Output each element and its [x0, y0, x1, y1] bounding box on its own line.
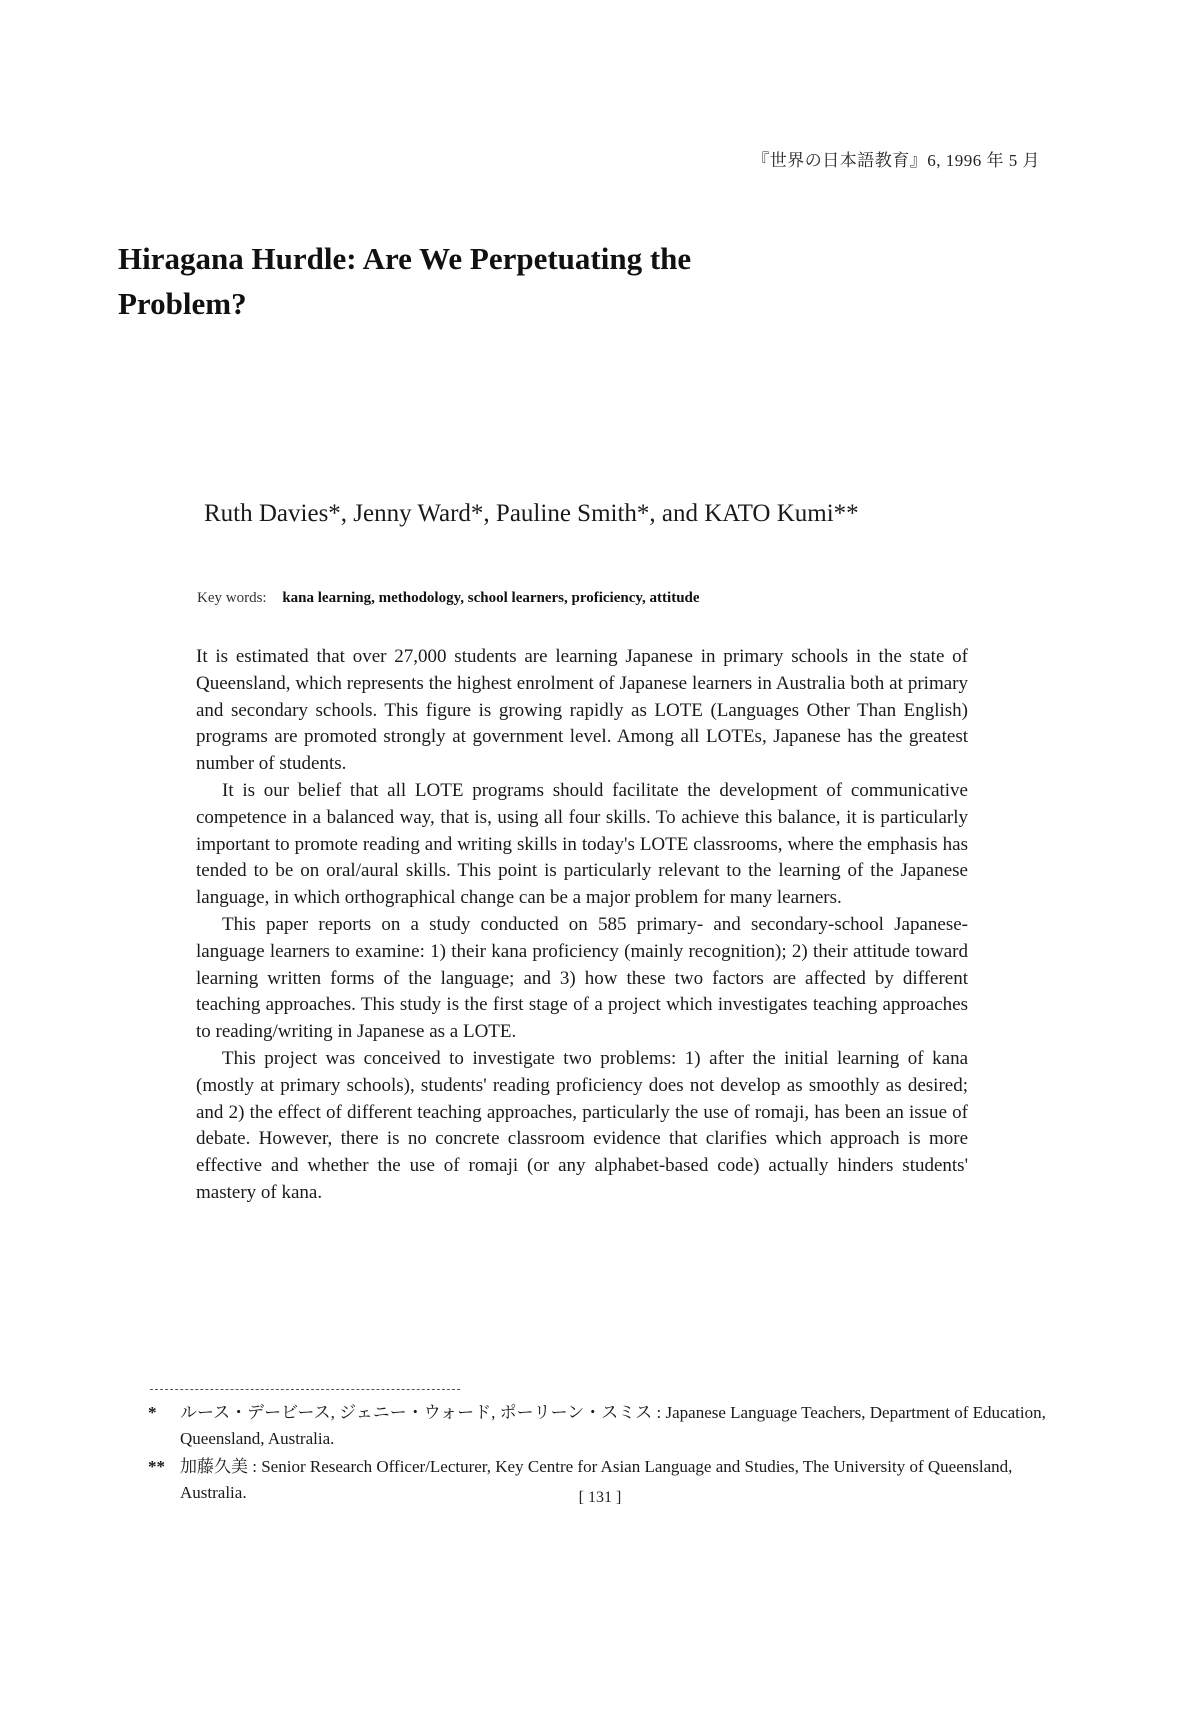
- paragraph-1: It is estimated that over 27,000 students are learning Japanese in primary schools in the state of Queensland, which represents the highest enrolment of Japanese learners in Australia both at primary and secondary schools. This figure is growing rapidly as LOTE (Languages Other Than English) programs are promoted strongly at government level. Among all LOTEs, Japanese has the greatest number of students.: [196, 646, 968, 775]
- keywords-values: kana learning, methodology, school learners, proficiency, attitude: [282, 590, 700, 606]
- author-list: Ruth Davies*, Jenny Ward*, Pauline Smith*, and KATO Kumi**: [204, 500, 859, 527]
- footnote-1: [148, 1400, 1048, 1452]
- page-number: [ 131 ]: [578, 1489, 622, 1506]
- footnote-divider: [150, 1389, 460, 1390]
- footnote-1-mark: *: [148, 1403, 157, 1422]
- abstract-body: [196, 644, 968, 1207]
- footnote-1-text: ルース・デービース, ジェニー・ウォード, ポーリーン・スミス : Japanese Language Teachers, Department of Education, Queensland, Australia.: [180, 1403, 1046, 1448]
- footnote-2-mark: **: [148, 1457, 165, 1476]
- footnote-2-text: 加藤久美 : Senior Research Officer/Lecturer, Key Centre for Asian Language and Studies, The University of Queensland, Australia.: [180, 1457, 1013, 1502]
- running-head: 『世界の日本語教育』6, 1996 年 5 月: [752, 151, 1040, 170]
- paragraph-4: This project was conceived to investigate two problems: 1) after the initial learning of kana (mostly at primary schools), students' reading proficiency does not develop as smoothly as desired; and 2) the effect of different teaching approaches, particularly the use of romaji, has been an issue of debate. However, there is no concrete classroom evidence that clarifies which approach is more effective and whether the use of romaji (or any alphabet-based code) actually hinders students' mastery of kana.: [196, 1047, 968, 1203]
- keywords: [197, 590, 700, 607]
- paragraph-2: It is our belief that all LOTE programs should facilitate the development of communicative competence in a balanced way, that is, using all four skills. To achieve this balance, it is particularly important to promote reading and writing skills in today's LOTE classrooms, where the emphasis has tended to be on oral/aural skills. This point is particularly relevant to the learning of the Japanese language, in which orthographical change can be a major problem for many learners.: [196, 779, 968, 909]
- keywords-label: Key words:: [197, 590, 267, 606]
- paragraph-3: This paper reports on a study conducted on 585 primary- and secondary-school Japanese-language learners to examine: 1) their kana proficiency (mainly recognition); 2) their attitude toward learning written forms of the language; and 3) how these two factors are affected by different teaching approaches. This study is the first stage of a project which investigates teaching approaches to reading/writing in Japanese as a LOTE.: [196, 913, 968, 1043]
- paper-title: Hiragana Hurdle: Are We Perpetuating the Problem?: [118, 241, 692, 321]
